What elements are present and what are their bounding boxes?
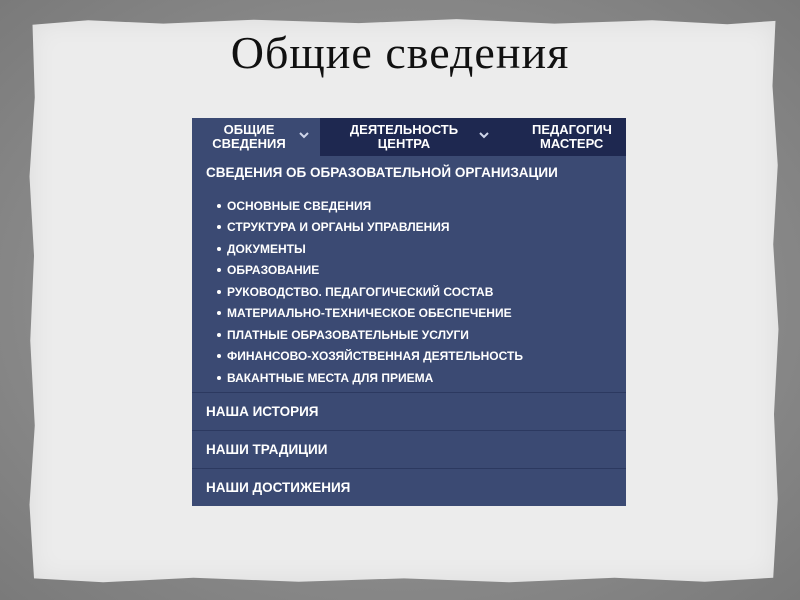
bullet-icon — [217, 376, 221, 380]
bullet-icon — [217, 225, 221, 229]
sub-item-label: ФИНАНСОВО-ХОЗЯЙСТВЕННАЯ ДЕЯТЕЛЬНОСТЬ — [227, 349, 523, 364]
chevron-down-icon — [298, 129, 310, 141]
sub-item-label: МАТЕРИАЛЬНО-ТЕХНИЧЕСКОЕ ОБЕСПЕЧЕНИЕ — [227, 306, 512, 321]
sub-item-rukovodstvo[interactable] — [217, 281, 523, 303]
bullet-icon — [217, 333, 221, 337]
menu-screenshot — [192, 118, 626, 506]
top-nav-pedagogicheskoe-masterstvo[interactable] — [522, 118, 626, 156]
sub-item-label: ВАКАНТНЫЕ МЕСТА ДЛЯ ПРИЕМА — [227, 370, 434, 385]
sub-item-label: ПЛАТНЫЕ ОБРАЗОВАТЕЛЬНЫЕ УСЛУГИ — [227, 327, 469, 342]
top-nav-label-line1: ДЕЯТЕЛЬНОСТЬ — [349, 122, 459, 137]
dropdown-sublist — [217, 195, 523, 389]
sub-item-osnovnye-svedeniya[interactable] — [217, 195, 523, 217]
top-nav-label-line2: СВЕДЕНИЯ — [212, 136, 286, 151]
bullet-icon — [217, 204, 221, 208]
top-nav-obshchie-svedeniya[interactable] — [192, 118, 320, 156]
top-nav-label-line2: МАСТЕРС — [540, 136, 604, 151]
top-nav-label-line1: ПЕДАГОГИЧ — [532, 122, 612, 137]
sub-item-vakantnye-mesta[interactable] — [217, 367, 523, 389]
bullet-icon — [217, 290, 221, 294]
top-nav-label-line2: ЦЕНТРА — [377, 136, 431, 151]
sub-item-materialno-tekhnicheskoe[interactable] — [217, 303, 523, 325]
bullet-icon — [217, 311, 221, 315]
top-nav-bar — [192, 118, 626, 156]
bullet-icon — [217, 247, 221, 251]
sub-item-label: ДОКУМЕНТЫ — [227, 241, 306, 256]
sub-item-label: ОБРАЗОВАНИЕ — [227, 263, 320, 278]
section-nashi-dostizheniya[interactable] — [192, 468, 626, 506]
slide-title: Общие сведения — [230, 27, 570, 78]
section-label: НАША ИСТОРИЯ — [206, 404, 319, 419]
sub-item-label: РУКОВОДСТВО. ПЕДАГОГИЧЕСКИЙ СОСТАВ — [227, 284, 494, 299]
sub-item-dokumenty[interactable] — [217, 238, 523, 260]
top-nav-deyatelnost-tsentra[interactable] — [338, 118, 488, 156]
sub-item-label: ОСНОВНЫЕ СВЕДЕНИЯ — [227, 198, 372, 213]
section-label: НАШИ ТРАДИЦИИ — [206, 442, 328, 457]
section-nashi-traditsii[interactable] — [192, 430, 626, 468]
top-nav-label-line1: ОБЩИЕ — [223, 122, 275, 137]
section-nasha-istoriya[interactable] — [192, 392, 626, 430]
chevron-down-icon — [478, 129, 490, 141]
sub-item-label: СТРУКТУРА И ОРГАНЫ УПРАВЛЕНИЯ — [227, 220, 450, 235]
bullet-icon — [217, 354, 221, 358]
section-label: НАШИ ДОСТИЖЕНИЯ — [206, 480, 351, 495]
dropdown-header-link[interactable]: СВЕДЕНИЯ ОБ ОБРАЗОВАТЕЛЬНОЙ ОРГАНИЗАЦИИ — [206, 165, 558, 180]
bullet-icon — [217, 268, 221, 272]
sub-item-platnye-uslugi[interactable] — [217, 324, 523, 346]
sub-item-obrazovanie[interactable] — [217, 260, 523, 282]
sub-item-struktura[interactable] — [217, 217, 523, 239]
sub-item-finansovo-khozyaystvennaya[interactable] — [217, 346, 523, 368]
